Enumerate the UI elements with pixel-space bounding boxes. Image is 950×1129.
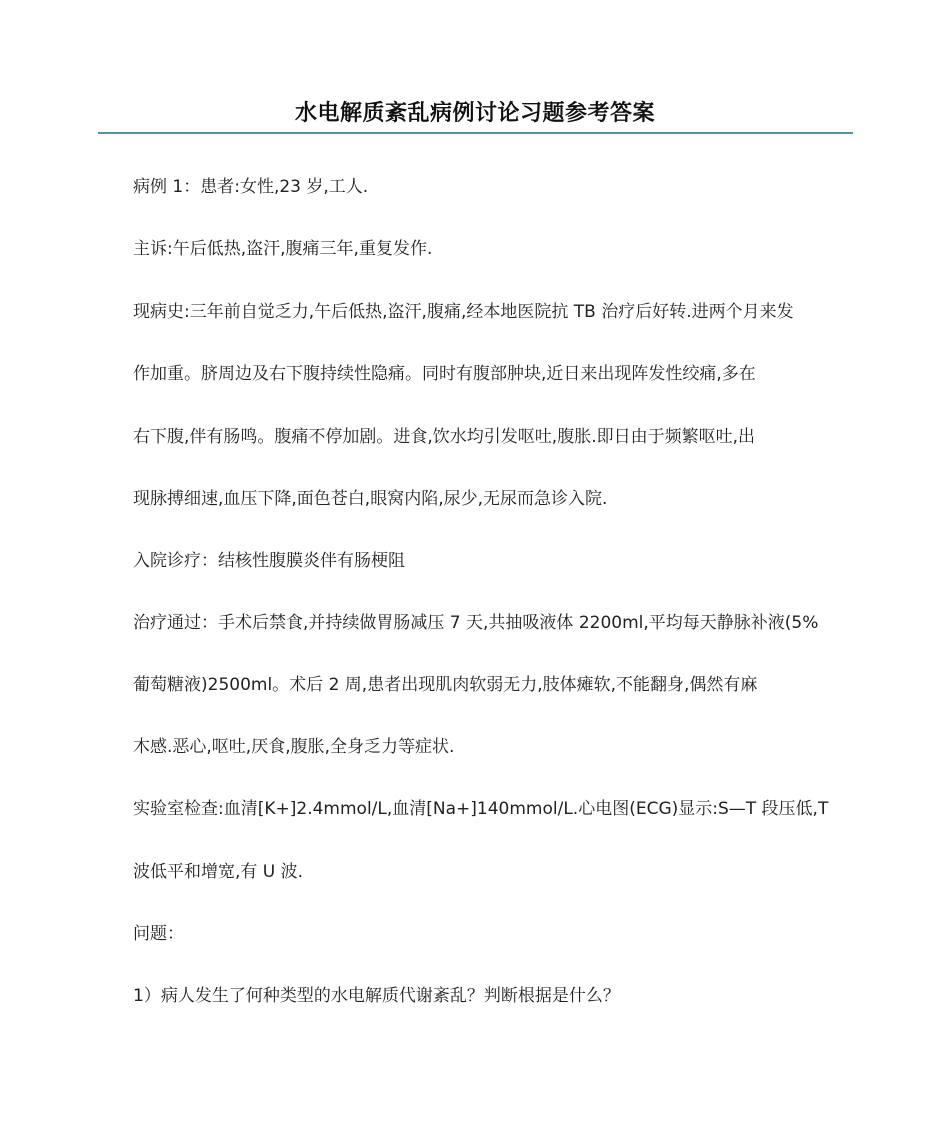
document-title: 水电解质紊乱病例讨论习题参考答案 (294, 101, 655, 126)
treatment-line-3: 木感.恶心,呕吐,厌食,腹胀,全身乏力等症状. (133, 737, 455, 757)
title-underline (98, 132, 853, 134)
history-line-2: 作加重。脐周边及右下腹持续性隐痛。同时有腹部肿块,近日来出现阵发性绞痛,多在 (133, 364, 756, 384)
diagnosis-line: 入院诊疗：结核性腹膜炎伴有肠梗阻 (133, 551, 405, 571)
case-header-line: 病例 1：患者:女性,23 岁,工人. (133, 177, 369, 197)
chief-complaint-line: 主诉:午后低热,盗汗,腹痛三年,重复发作. (133, 239, 433, 259)
question-header: 问题： (133, 924, 184, 944)
question-1: 1）病人发生了何种类型的水电解质代谢紊乱？判断根据是什么？ (133, 986, 620, 1006)
lab-line-2: 波低平和增宽,有 U 波. (133, 862, 304, 882)
treatment-line-1: 治疗通过：手术后禁食,并持续做胃肠减压 7 天,共抽吸液体 2200ml,平均每天静脉补液(5% (133, 613, 819, 633)
history-line-1: 现病史:三年前自觉乏力,午后低热,盗汗,腹痛,经本地医院抗 TB 治疗后好转.进两个月来发 (133, 302, 794, 322)
lab-line-1: 实验室检查:血清[K+]2.4mmol/L,血清[Na+]140mmol/L.心电图(ECG)显示:S—T 段压低,T (133, 799, 829, 819)
history-line-3: 右下腹,伴有肠鸣。腹痛不停加剧。进食,饮水均引发呕吐,腹胀.即日由于频繁呕吐,出 (133, 427, 756, 447)
treatment-line-2: 葡萄糖液)2500ml。术后 2 周,患者出现肌肉软弱无力,肢体瘫软,不能翻身,偶然有麻 (133, 675, 758, 695)
history-line-4: 现脉搏细速,血压下降,面色苍白,眼窝内陷,尿少,无尿而急诊入院. (133, 489, 608, 509)
